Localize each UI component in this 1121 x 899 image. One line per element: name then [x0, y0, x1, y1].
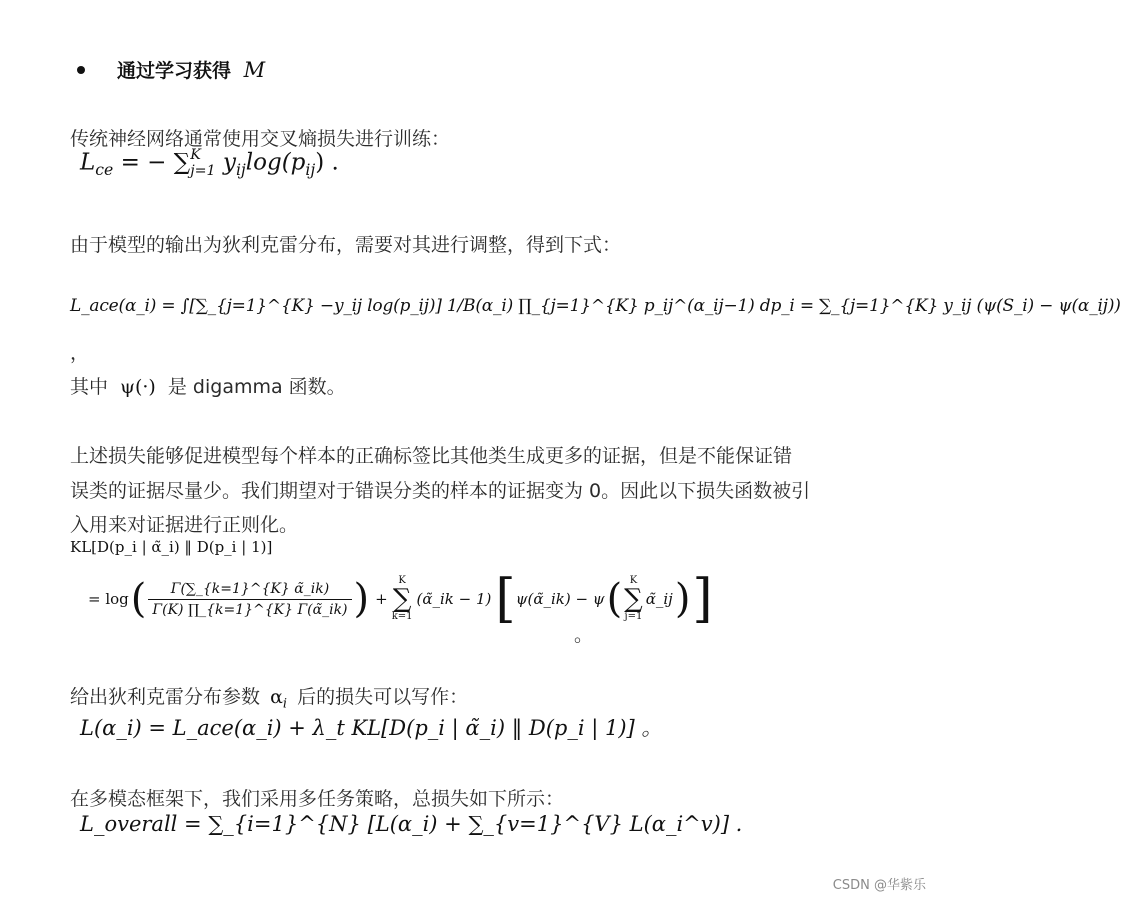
formula-ce-sum-sup: K [190, 147, 201, 163]
formula-kl-sum-bot: k=1 [391, 611, 413, 622]
paragraph-psi [70, 372, 346, 399]
formula-kl-inner-sum-sign: ∑ [624, 584, 643, 614]
formula-kl-num: Γ(∑_{k=1}^{K} α̃_ik) [148, 581, 351, 600]
formula-kl-body [88, 566, 713, 632]
formula-ce-eq: = − [120, 149, 167, 176]
paragraph-regularization-line3: 入用来对证据进行正则化。 [70, 514, 299, 536]
formula-kl-lbracket: [ [495, 569, 516, 629]
formula-kl-rbracket: ] [692, 569, 713, 629]
paragraph-alpha-sub: i [282, 696, 288, 712]
formula-ce-log: log(p [245, 149, 306, 176]
formula-kl-psi: ψ(α̃_ik) − ψ [515, 590, 605, 608]
formula-kl-den: Γ(K) ∏_{k=1}^{K} Γ(α̃_ik) [152, 601, 348, 618]
formula-kl-rparen: ) [353, 576, 370, 622]
bullet-icon [77, 66, 85, 74]
formula-ace: L_ace(α_i) = ∫[∑_{j=1}^{K} −y_ij log(p_ij)] 1/B(α_i) ∏_{j=1}^{K} p_ij^(α_ij−1) dp_i = ∑_{j=1}^{K} y_ij (ψ(S_i) − ψ(α_ij)) [70, 296, 1121, 316]
formula-kl-inner-rparen: ) [674, 576, 691, 622]
paragraph-loss-given-symbol [270, 686, 288, 712]
paragraph-psi-suffix: 是 digamma 函数。 [167, 376, 346, 398]
formula-kl-inner-term: α̃_ij [645, 590, 673, 608]
formula-ce-y-sub: ij [235, 160, 246, 180]
paragraph-multimodal: 在多模态框架下，我们采用多任务策略，总损失如下所示： [70, 788, 565, 810]
paragraph-loss-given-suffix: 后的损失可以写作： [297, 686, 469, 708]
paragraph-psi-prefix: 其中 [70, 376, 109, 398]
formula-ce-L: L [80, 149, 96, 176]
formula-ce-sub: ce [95, 160, 114, 180]
paragraph-regularization-line1: 上述损失能够促进模型每个样本的正确标签比其他类生成更多的证据，但是不能保证错 [70, 445, 793, 467]
section-heading-text: 通过学习获得 [117, 60, 232, 82]
section-heading [117, 56, 265, 83]
formula-ce-y: y [222, 149, 236, 176]
formula-kl-eq: = log [88, 590, 129, 608]
formula-kl-inner-lparen: ( [606, 576, 623, 622]
section-heading-symbol: M [243, 58, 266, 82]
comma: ， [70, 342, 90, 364]
formula-kl-plus: + [375, 590, 388, 608]
formula-cross-entropy [80, 148, 339, 179]
formula-kl-head: KL[D(p_i | α̃_i) ‖ D(p_i | 1)] [70, 538, 273, 556]
formula-kl-sum [392, 576, 413, 622]
formula-kl-inner-sum-top: K [629, 575, 638, 586]
formula-kl-lparen: ( [130, 576, 147, 622]
paragraph-ce-intro: 传统神经网络通常使用交叉熵损失进行训练： [70, 128, 451, 150]
formula-kl-period: 。 [574, 624, 594, 646]
formula-ce-sum-sub: j=1 [190, 162, 216, 179]
formula-ce-log-sub: ij [305, 160, 316, 180]
watermark: CSDN @华紫乐 [832, 878, 926, 893]
formula-ce-sum: ∑ [173, 149, 191, 176]
paragraph-alpha: α [270, 686, 283, 708]
formula-kl-sum-sign: ∑ [392, 584, 412, 614]
paragraph-loss-given [70, 682, 468, 712]
paragraph-dirichlet-intro: 由于模型的输出为狄利克雷分布，需要对其进行调整，得到下式： [70, 234, 622, 256]
formula-kl-inner-sum [624, 576, 643, 622]
formula-ce-end: ) . [315, 149, 339, 176]
formula-regularized-loss: L(α_i) = L_ace(α_i) + λ_t KL[D(p_i | α̃_i) ‖ D(p_i | 1)] 。 [80, 716, 663, 740]
paragraph-psi-symbol: ψ(·) [120, 376, 156, 398]
paragraph-loss-given-prefix: 给出狄利克雷分布参数 [70, 686, 261, 708]
formula-kl-inner-sum-bot: j=1 [624, 611, 643, 622]
formula-kl-sum-top: K [398, 575, 406, 586]
formula-kl-fraction [148, 581, 351, 618]
paragraph-regularization-line2: 误类的证据尽量少。我们期望对于错误分类的样本的证据变为 0。因此以下损失函数被引 [70, 480, 811, 502]
formula-overall-loss: L_overall = ∑_{i=1}^{N} [L(α_i) + ∑_{v=1}^{V} L(α_i^v)] . [80, 812, 743, 836]
formula-kl-term: (α̃_ik − 1) [416, 590, 492, 608]
